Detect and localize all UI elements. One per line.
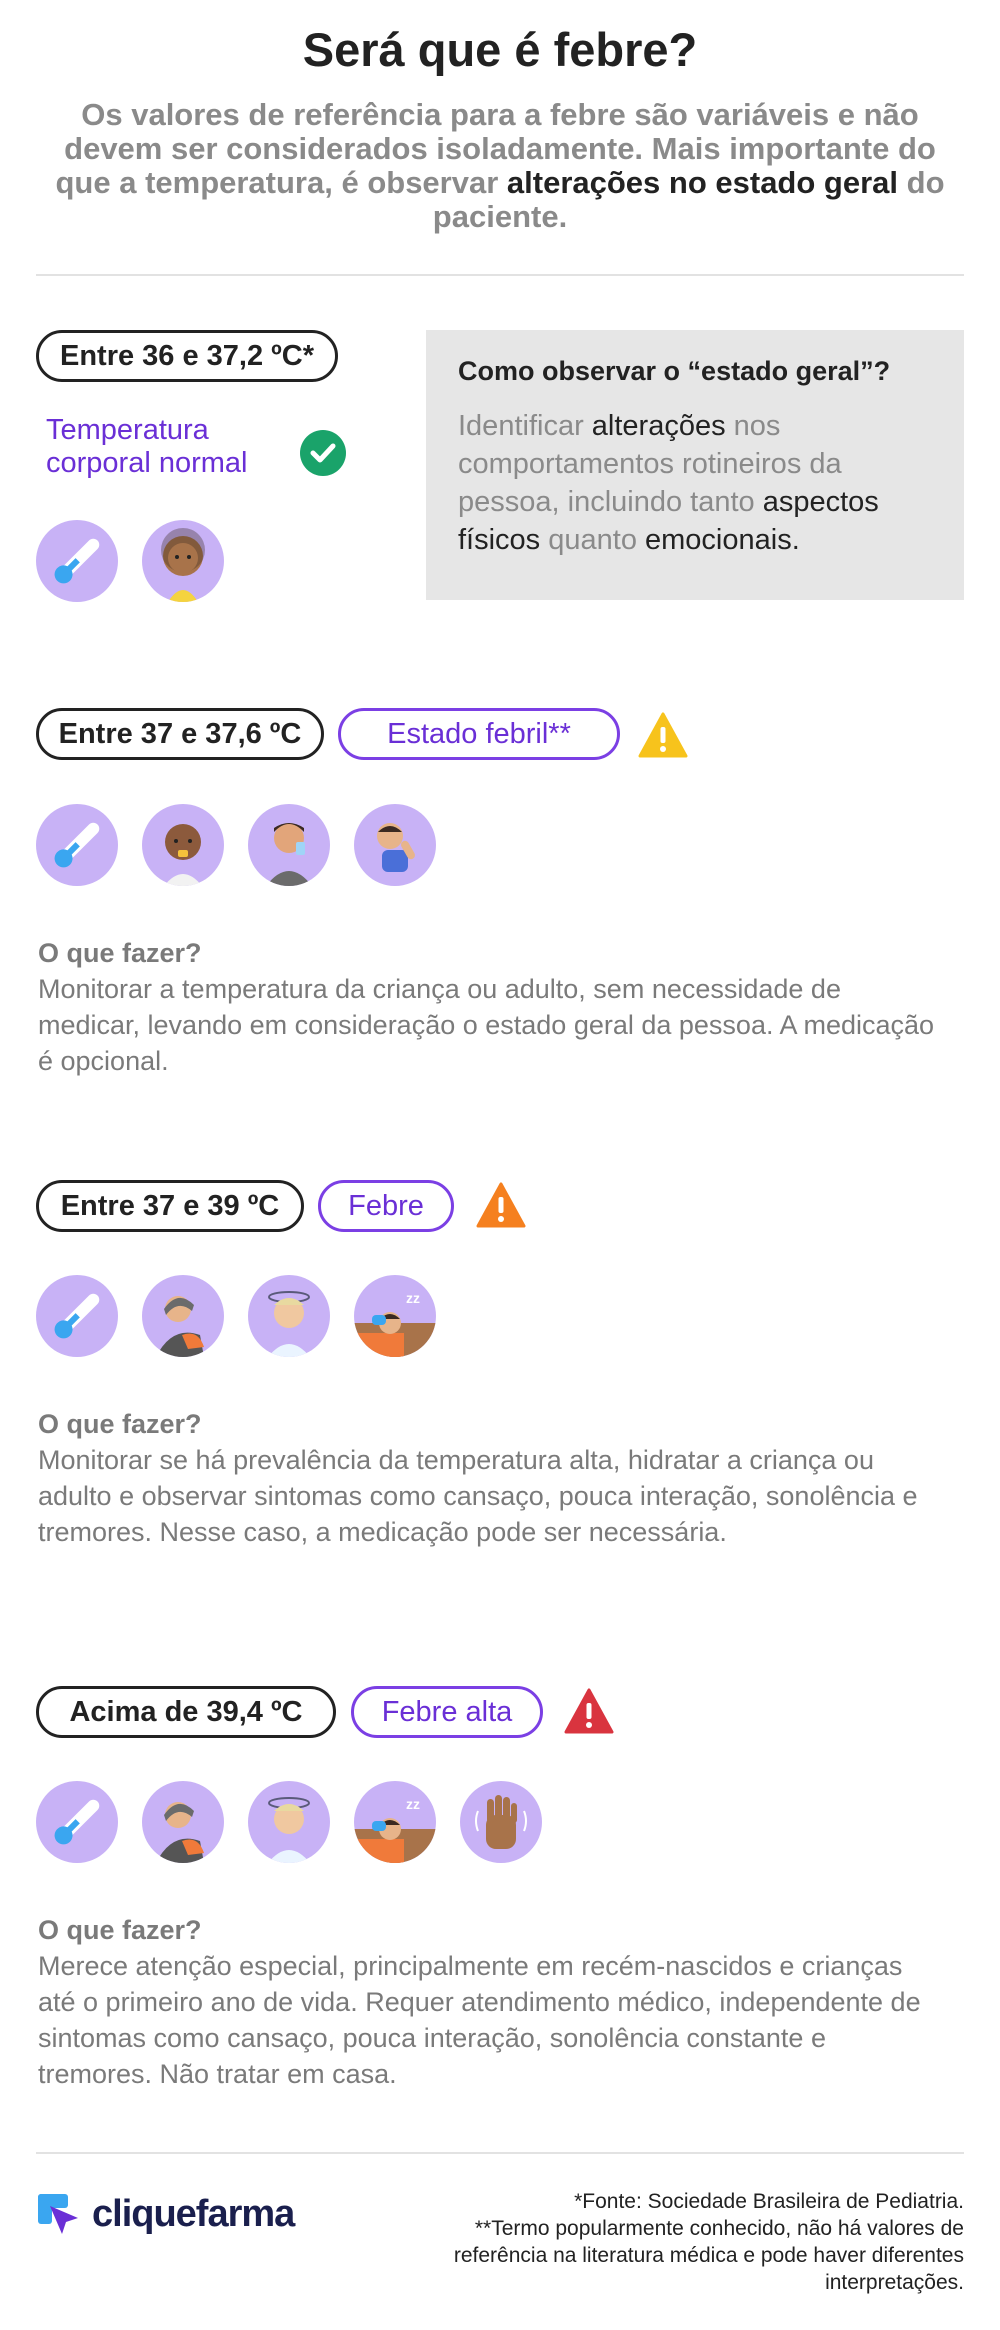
sleeping-icon: [354, 1781, 436, 1863]
baby-icon: [142, 804, 224, 886]
thermometer-icon: [36, 520, 118, 602]
brand-name: cliquefarma: [92, 2193, 295, 2235]
info-box-text: Identificar alterações nos comportamentos rotineiros da pessoa, incluindo tanto aspectos físicos quanto emocionais.: [458, 410, 879, 556]
svg-text:zz: zz: [406, 1796, 420, 1812]
section-guidance-low-fever: O que fazer? Monitorar a temperatura da criança ou adulto, sem necessidade de medicar, levando em consideração o estado geral da pessoa. A medicação é opcional.: [38, 938, 935, 1076]
dizzy-person-icon: [248, 1781, 330, 1863]
man-drinking-icon: [248, 804, 330, 886]
range-pill-high-fever: Acima de 39,4 ºC: [36, 1686, 336, 1738]
warning-icon: [638, 712, 688, 758]
footnote-term: **Termo popularmente conhecido, não há valores de referência na literatura médica e pode haver diferentes interpretações.: [453, 2217, 964, 2294]
intro-text: Os valores de referência para a febre são variáveis e não devem ser considerados isoladamente. Mais importante do que a temperatura, é observar alterações no estado geral do paciente.: [55, 97, 945, 234]
section-guidance-fever: O que fazer? Monitorar se há prevalência da temperatura alta, hidratar a criança ou adulto e observar sintomas como cansaço, pouca interação, sonolência e tremores. Nesse caso, a medicação pode ser necessária.: [38, 1409, 918, 1547]
check-icon: [300, 430, 346, 476]
tired-person-icon: [142, 1781, 224, 1863]
info-box-title: Como observar o “estado geral”?: [458, 356, 891, 386]
tired-person-icon: [142, 1275, 224, 1357]
general-state-info-box: [426, 330, 964, 600]
footnote-source: *Fonte: Sociedade Brasileira de Pediatria.: [574, 2190, 964, 2213]
shaking-hand-icon: [460, 1781, 542, 1863]
child-icon: [142, 520, 224, 602]
range-pill-low-fever: Entre 37 e 37,6 ºC: [36, 708, 324, 760]
normal-temperature-label: Temperatura corporal normal: [46, 414, 248, 479]
svg-text:zz: zz: [406, 1290, 420, 1306]
warning-icon: [564, 1688, 614, 1734]
page-title: Será que é febre?: [302, 23, 698, 76]
status-tag-febrile: Estado febril**: [338, 708, 620, 760]
range-pill-fever: Entre 37 e 39 ºC: [36, 1180, 304, 1232]
divider: [36, 2152, 964, 2154]
warning-icon: [476, 1182, 526, 1228]
thermometer-icon: [36, 1781, 118, 1863]
divider: [36, 274, 964, 276]
footnotes: [404, 2188, 964, 2296]
section-guidance-high-fever: O que fazer? Merece atenção especial, principalmente em recém-nascidos e crianças até o primeiro ano de vida. Requer atendimento médico, independente de sintomas como cansaço, pouca interação, sonolência constante e tremores. Não tratar em casa.: [38, 1915, 921, 2089]
cliquefarma-logo-icon: [38, 2194, 80, 2236]
thermometer-icon: [36, 1275, 118, 1357]
brand-logo: [38, 2193, 294, 2236]
status-tag-fever: Febre: [318, 1180, 454, 1232]
child-playing-icon: [354, 804, 436, 886]
sleeping-icon: [354, 1275, 436, 1357]
range-pill-normal: Entre 36 e 37,2 ºC*: [36, 330, 338, 382]
status-tag-high-fever: Febre alta: [351, 1686, 543, 1738]
thermometer-icon: [36, 804, 118, 886]
dizzy-person-icon: [248, 1275, 330, 1357]
